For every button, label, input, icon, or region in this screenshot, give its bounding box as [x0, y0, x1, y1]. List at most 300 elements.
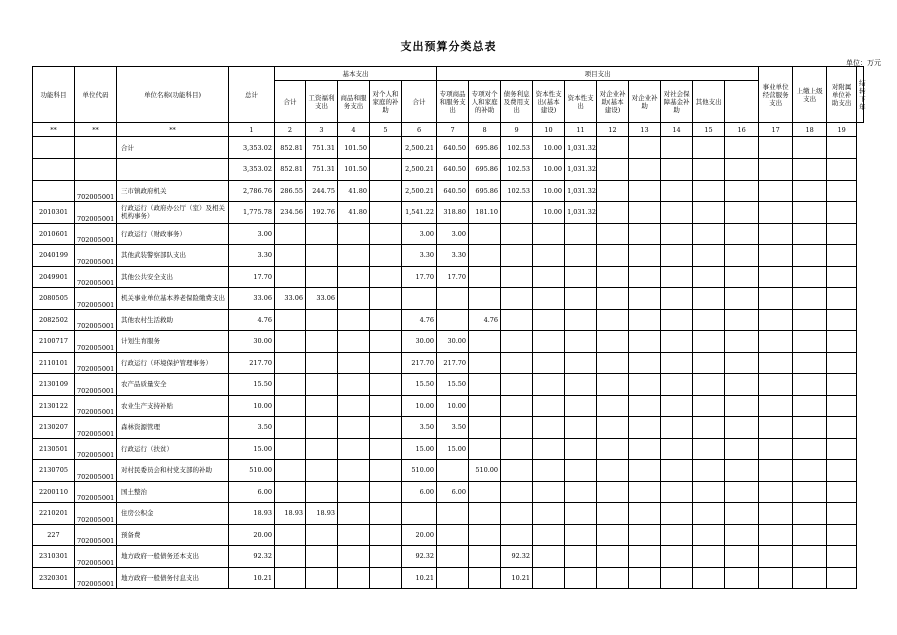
unit-label: 单位：万元 — [846, 59, 881, 67]
header-basic-col: 商品和服务支出 — [338, 81, 370, 123]
cell-empty — [827, 266, 857, 288]
cell-empty — [597, 460, 629, 482]
cell-value: 2,500.21 — [402, 180, 437, 202]
table-row — [33, 331, 864, 353]
cell-empty — [693, 223, 725, 245]
cell-value — [275, 395, 306, 417]
cell-code — [33, 137, 75, 159]
cell-empty — [725, 266, 759, 288]
cell-empty — [661, 417, 693, 439]
cell-empty — [661, 567, 693, 589]
cell-empty — [793, 524, 827, 546]
cell-value — [402, 503, 437, 525]
cell-value — [501, 503, 533, 525]
cell-value — [338, 438, 370, 460]
cell-value — [437, 546, 469, 568]
cell-empty — [597, 266, 629, 288]
cell-empty — [629, 288, 661, 310]
cell-value — [370, 245, 402, 267]
cell-value: 640.50 — [437, 159, 469, 181]
cell-unit-code: 702005001 — [75, 460, 117, 482]
cell-empty — [629, 524, 661, 546]
cell-value: 15.50 — [229, 374, 275, 396]
cell-value — [370, 503, 402, 525]
cell-value: 6.00 — [437, 481, 469, 503]
page-title: 支出预算分类总表 — [400, 40, 497, 53]
cell-value — [533, 288, 565, 310]
cell-empty — [661, 202, 693, 224]
cell-value — [469, 524, 501, 546]
cell-empty — [759, 524, 793, 546]
cell-empty — [661, 438, 693, 460]
cell-value: 3.50 — [402, 417, 437, 439]
cell-value — [275, 266, 306, 288]
cell-value: 3,353.02 — [229, 137, 275, 159]
cell-value — [565, 395, 597, 417]
cell-value — [275, 481, 306, 503]
cell-value — [565, 567, 597, 589]
cell-value — [533, 417, 565, 439]
cell-code — [33, 180, 75, 202]
cell-empty — [725, 438, 759, 460]
cell-value — [338, 524, 370, 546]
table-row — [33, 481, 864, 503]
cell-value — [501, 481, 533, 503]
cell-empty — [693, 180, 725, 202]
cell-empty — [793, 438, 827, 460]
cell-empty — [827, 352, 857, 374]
cell-empty — [629, 202, 661, 224]
cell-value — [501, 266, 533, 288]
cell-name: 行政运行（环境保护管理事务） — [117, 352, 229, 374]
cell-empty — [597, 223, 629, 245]
budget-table — [32, 66, 864, 589]
cell-value: 20.00 — [229, 524, 275, 546]
cell-empty — [597, 352, 629, 374]
cell-code: 2130705 — [33, 460, 75, 482]
cell-empty — [597, 417, 629, 439]
cell-empty — [693, 503, 725, 525]
cell-value: 101.50 — [338, 159, 370, 181]
cell-empty — [793, 546, 827, 568]
header-num: 16 — [725, 123, 759, 137]
cell-value — [469, 352, 501, 374]
cell-value — [306, 481, 338, 503]
table-row — [33, 288, 864, 310]
cell-value: 510.00 — [469, 460, 501, 482]
cell-value — [306, 331, 338, 353]
cell-empty — [693, 438, 725, 460]
cell-value: 3.30 — [402, 245, 437, 267]
cell-empty — [597, 159, 629, 181]
cell-empty — [827, 202, 857, 224]
cell-name: 行政运行（扶贫） — [117, 438, 229, 460]
cell-empty — [827, 137, 857, 159]
cell-empty — [759, 331, 793, 353]
header-project-col: 对企业补助(基本建设) — [597, 81, 629, 123]
cell-value — [370, 202, 402, 224]
header-num: 18 — [793, 123, 827, 137]
cell-value — [306, 309, 338, 331]
cell-value — [565, 352, 597, 374]
cell-empty — [629, 395, 661, 417]
cell-empty — [629, 309, 661, 331]
cell-value — [338, 352, 370, 374]
cell-empty — [827, 438, 857, 460]
cell-value — [469, 374, 501, 396]
cell-empty — [827, 288, 857, 310]
cell-value: 3.00 — [437, 223, 469, 245]
cell-value — [565, 546, 597, 568]
cell-value: 181.10 — [469, 202, 501, 224]
cell-name: 住房公积金 — [117, 503, 229, 525]
cell-value — [565, 417, 597, 439]
cell-empty — [793, 567, 827, 589]
cell-value — [306, 460, 338, 482]
cell-name: 农业生产支持补贴 — [117, 395, 229, 417]
cell-value — [469, 245, 501, 267]
cell-value — [533, 438, 565, 460]
cell-empty — [827, 309, 857, 331]
cell-value — [275, 223, 306, 245]
cell-name: 机关事业单位基本养老保险缴费支出 — [117, 288, 229, 310]
cell-empty — [597, 395, 629, 417]
cell-value: 751.31 — [306, 159, 338, 181]
cell-value — [306, 417, 338, 439]
cell-value: 2,500.21 — [402, 159, 437, 181]
cell-empty — [793, 395, 827, 417]
cell-value: 234.56 — [275, 202, 306, 224]
cell-empty — [629, 352, 661, 374]
cell-value: 4.76 — [469, 309, 501, 331]
cell-empty — [759, 137, 793, 159]
cell-value: 15.50 — [437, 374, 469, 396]
cell-empty — [725, 374, 759, 396]
cell-name: 三市镇政府机关 — [117, 180, 229, 202]
cell-value — [533, 503, 565, 525]
header-project-col: 其他支出 — [693, 81, 725, 123]
cell-value — [338, 395, 370, 417]
cell-value — [437, 503, 469, 525]
cell-empty — [759, 395, 793, 417]
cell-value — [565, 374, 597, 396]
cell-value: 1,031.32 — [565, 202, 597, 224]
cell-empty — [827, 503, 857, 525]
header-num: 9 — [501, 123, 533, 137]
cell-value — [469, 395, 501, 417]
cell-empty — [597, 245, 629, 267]
cell-value: 102.53 — [501, 137, 533, 159]
cell-empty — [725, 460, 759, 482]
cell-value: 6.00 — [229, 481, 275, 503]
cell-empty — [597, 331, 629, 353]
cell-empty — [629, 137, 661, 159]
cell-value: 2,786.76 — [229, 180, 275, 202]
cell-value: 30.00 — [402, 331, 437, 353]
cell-value — [533, 266, 565, 288]
cell-empty — [793, 331, 827, 353]
cell-value: 92.32 — [501, 546, 533, 568]
cell-empty — [661, 223, 693, 245]
table-row — [33, 202, 864, 224]
cell-empty — [629, 460, 661, 482]
cell-empty — [693, 137, 725, 159]
cell-unit-code: 702005001 — [75, 395, 117, 417]
cell-value: 10.21 — [229, 567, 275, 589]
cell-unit-code: 702005001 — [75, 180, 117, 202]
cell-value — [501, 331, 533, 353]
cell-value: 33.06 — [275, 288, 306, 310]
cell-unit-code: 702005001 — [75, 481, 117, 503]
cell-empty — [725, 159, 759, 181]
cell-value — [338, 288, 370, 310]
cell-value: 286.55 — [275, 180, 306, 202]
cell-value — [275, 460, 306, 482]
cell-value — [469, 417, 501, 439]
cell-value — [275, 524, 306, 546]
cell-value — [370, 460, 402, 482]
cell-code: 2200110 — [33, 481, 75, 503]
cell-value — [501, 395, 533, 417]
header-project-col: 专项对个人和家庭的补助 — [469, 81, 501, 123]
cell-unit-code: 702005001 — [75, 438, 117, 460]
cell-empty — [759, 309, 793, 331]
cell-value — [565, 309, 597, 331]
cell-value — [370, 524, 402, 546]
cell-empty — [793, 309, 827, 331]
cell-value: 33.06 — [229, 288, 275, 310]
cell-value — [437, 460, 469, 482]
cell-value — [275, 374, 306, 396]
cell-empty — [661, 309, 693, 331]
cell-value — [275, 309, 306, 331]
header-num: 2 — [275, 123, 306, 137]
cell-empty — [827, 567, 857, 589]
cell-value — [533, 309, 565, 331]
cell-value — [306, 438, 338, 460]
cell-code: 2080505 — [33, 288, 75, 310]
cell-empty — [759, 374, 793, 396]
cell-unit-code: 702005001 — [75, 567, 117, 589]
cell-value — [275, 245, 306, 267]
cell-value — [469, 288, 501, 310]
cell-empty — [759, 288, 793, 310]
cell-value: 17.70 — [437, 266, 469, 288]
cell-value — [370, 438, 402, 460]
cell-empty — [661, 524, 693, 546]
cell-value — [469, 266, 501, 288]
cell-value — [469, 503, 501, 525]
cell-empty — [793, 137, 827, 159]
cell-name: 行政运行（财政事务） — [117, 223, 229, 245]
cell-value: 6.00 — [402, 481, 437, 503]
cell-value: 30.00 — [437, 331, 469, 353]
header-carryover: 结转下年 — [857, 67, 864, 123]
cell-empty — [759, 223, 793, 245]
table-row — [33, 460, 864, 482]
cell-value: 1,541.22 — [402, 202, 437, 224]
cell-value: 10.00 — [229, 395, 275, 417]
cell-empty — [693, 288, 725, 310]
header-project-col: 合计 — [402, 81, 437, 123]
cell-value: 102.53 — [501, 180, 533, 202]
header-total: 总计 — [229, 67, 275, 123]
cell-value: 102.53 — [501, 159, 533, 181]
cell-empty — [759, 438, 793, 460]
cell-value — [565, 481, 597, 503]
cell-empty — [793, 503, 827, 525]
cell-empty — [597, 438, 629, 460]
cell-empty — [693, 159, 725, 181]
cell-value — [565, 503, 597, 525]
header-num: 3 — [306, 123, 338, 137]
header-basic: 基本支出 — [275, 67, 437, 81]
table-row — [33, 524, 864, 546]
table-row — [33, 417, 864, 439]
cell-code: 2010301 — [33, 202, 75, 224]
cell-empty — [661, 460, 693, 482]
header-num: 14 — [661, 123, 693, 137]
header-project-col: 资本性支出 — [565, 81, 597, 123]
cell-empty — [629, 159, 661, 181]
cell-value: 4.76 — [402, 309, 437, 331]
table-row — [33, 245, 864, 267]
cell-value — [370, 223, 402, 245]
cell-value: 17.70 — [402, 266, 437, 288]
cell-empty — [725, 417, 759, 439]
header-num: 13 — [629, 123, 661, 137]
cell-unit-code: 702005001 — [75, 223, 117, 245]
cell-value — [437, 309, 469, 331]
cell-value: 695.86 — [469, 180, 501, 202]
cell-empty — [725, 223, 759, 245]
cell-empty — [629, 567, 661, 589]
cell-value — [370, 481, 402, 503]
cell-empty — [759, 202, 793, 224]
header-num: 12 — [597, 123, 629, 137]
cell-code: 2049901 — [33, 266, 75, 288]
header-subordinate: 对附属单位补助支出 — [827, 67, 857, 123]
cell-name: 地方政府一般债务还本支出 — [117, 546, 229, 568]
cell-code: 2040199 — [33, 245, 75, 267]
cell-empty — [793, 180, 827, 202]
cell-value — [533, 374, 565, 396]
cell-value — [370, 266, 402, 288]
cell-value: 3.00 — [229, 223, 275, 245]
cell-value: 41.80 — [338, 202, 370, 224]
cell-value — [275, 352, 306, 374]
table-row — [33, 546, 864, 568]
table-row — [33, 374, 864, 396]
cell-name: 预备费 — [117, 524, 229, 546]
cell-value — [370, 159, 402, 181]
cell-value — [501, 202, 533, 224]
cell-empty — [661, 331, 693, 353]
cell-empty — [827, 524, 857, 546]
cell-empty — [629, 481, 661, 503]
cell-value: 1,031.32 — [565, 159, 597, 181]
cell-value: 1,031.32 — [565, 137, 597, 159]
cell-empty — [597, 180, 629, 202]
cell-name: 农产品质量安全 — [117, 374, 229, 396]
header-num: 17 — [759, 123, 793, 137]
cell-empty — [693, 395, 725, 417]
cell-code: 227 — [33, 524, 75, 546]
cell-value: 3.30 — [437, 245, 469, 267]
cell-empty — [725, 395, 759, 417]
cell-empty — [661, 546, 693, 568]
cell-empty — [629, 331, 661, 353]
cell-empty — [629, 374, 661, 396]
cell-code: 2310301 — [33, 546, 75, 568]
cell-value — [469, 481, 501, 503]
cell-code: 2130501 — [33, 438, 75, 460]
header-num: 11 — [565, 123, 597, 137]
cell-empty — [827, 180, 857, 202]
cell-value: 640.50 — [437, 180, 469, 202]
cell-name: 行政运行（政府办公厅（室）及相关机构事务） — [117, 202, 229, 224]
header-stars: ** — [75, 123, 117, 137]
cell-empty — [629, 503, 661, 525]
cell-name: 地方政府一般债务付息支出 — [117, 567, 229, 589]
header-stars: ** — [33, 123, 75, 137]
cell-code: 2320301 — [33, 567, 75, 589]
cell-code: 2100717 — [33, 331, 75, 353]
header-basic-col: 合计 — [275, 81, 306, 123]
cell-empty — [661, 245, 693, 267]
cell-value — [338, 503, 370, 525]
cell-unit-code: 702005001 — [75, 374, 117, 396]
cell-empty — [693, 309, 725, 331]
cell-empty — [793, 159, 827, 181]
cell-empty — [597, 202, 629, 224]
cell-empty — [629, 417, 661, 439]
cell-value: 10.21 — [402, 567, 437, 589]
cell-value — [533, 223, 565, 245]
cell-name: 其他公共安全支出 — [117, 266, 229, 288]
cell-unit-code: 702005001 — [75, 524, 117, 546]
header-basic-col: 工资福利支出 — [306, 81, 338, 123]
cell-value — [338, 266, 370, 288]
cell-value — [338, 309, 370, 331]
cell-unit-code: 702005001 — [75, 266, 117, 288]
cell-value — [306, 266, 338, 288]
cell-value — [565, 438, 597, 460]
cell-value: 640.50 — [437, 137, 469, 159]
cell-value — [501, 352, 533, 374]
cell-code: 2130122 — [33, 395, 75, 417]
cell-empty — [827, 223, 857, 245]
cell-value — [338, 567, 370, 589]
cell-empty — [759, 180, 793, 202]
cell-empty — [827, 546, 857, 568]
cell-empty — [759, 481, 793, 503]
header-num: 7 — [437, 123, 469, 137]
cell-empty — [793, 352, 827, 374]
cell-empty — [725, 481, 759, 503]
cell-unit-code: 702005001 — [75, 202, 117, 224]
cell-value — [275, 438, 306, 460]
cell-value: 3.30 — [229, 245, 275, 267]
cell-unit-code — [75, 159, 117, 181]
cell-empty — [693, 417, 725, 439]
cell-empty — [661, 137, 693, 159]
cell-empty — [759, 460, 793, 482]
cell-empty — [725, 352, 759, 374]
cell-value — [370, 288, 402, 310]
table-row — [33, 567, 864, 589]
cell-empty — [725, 202, 759, 224]
